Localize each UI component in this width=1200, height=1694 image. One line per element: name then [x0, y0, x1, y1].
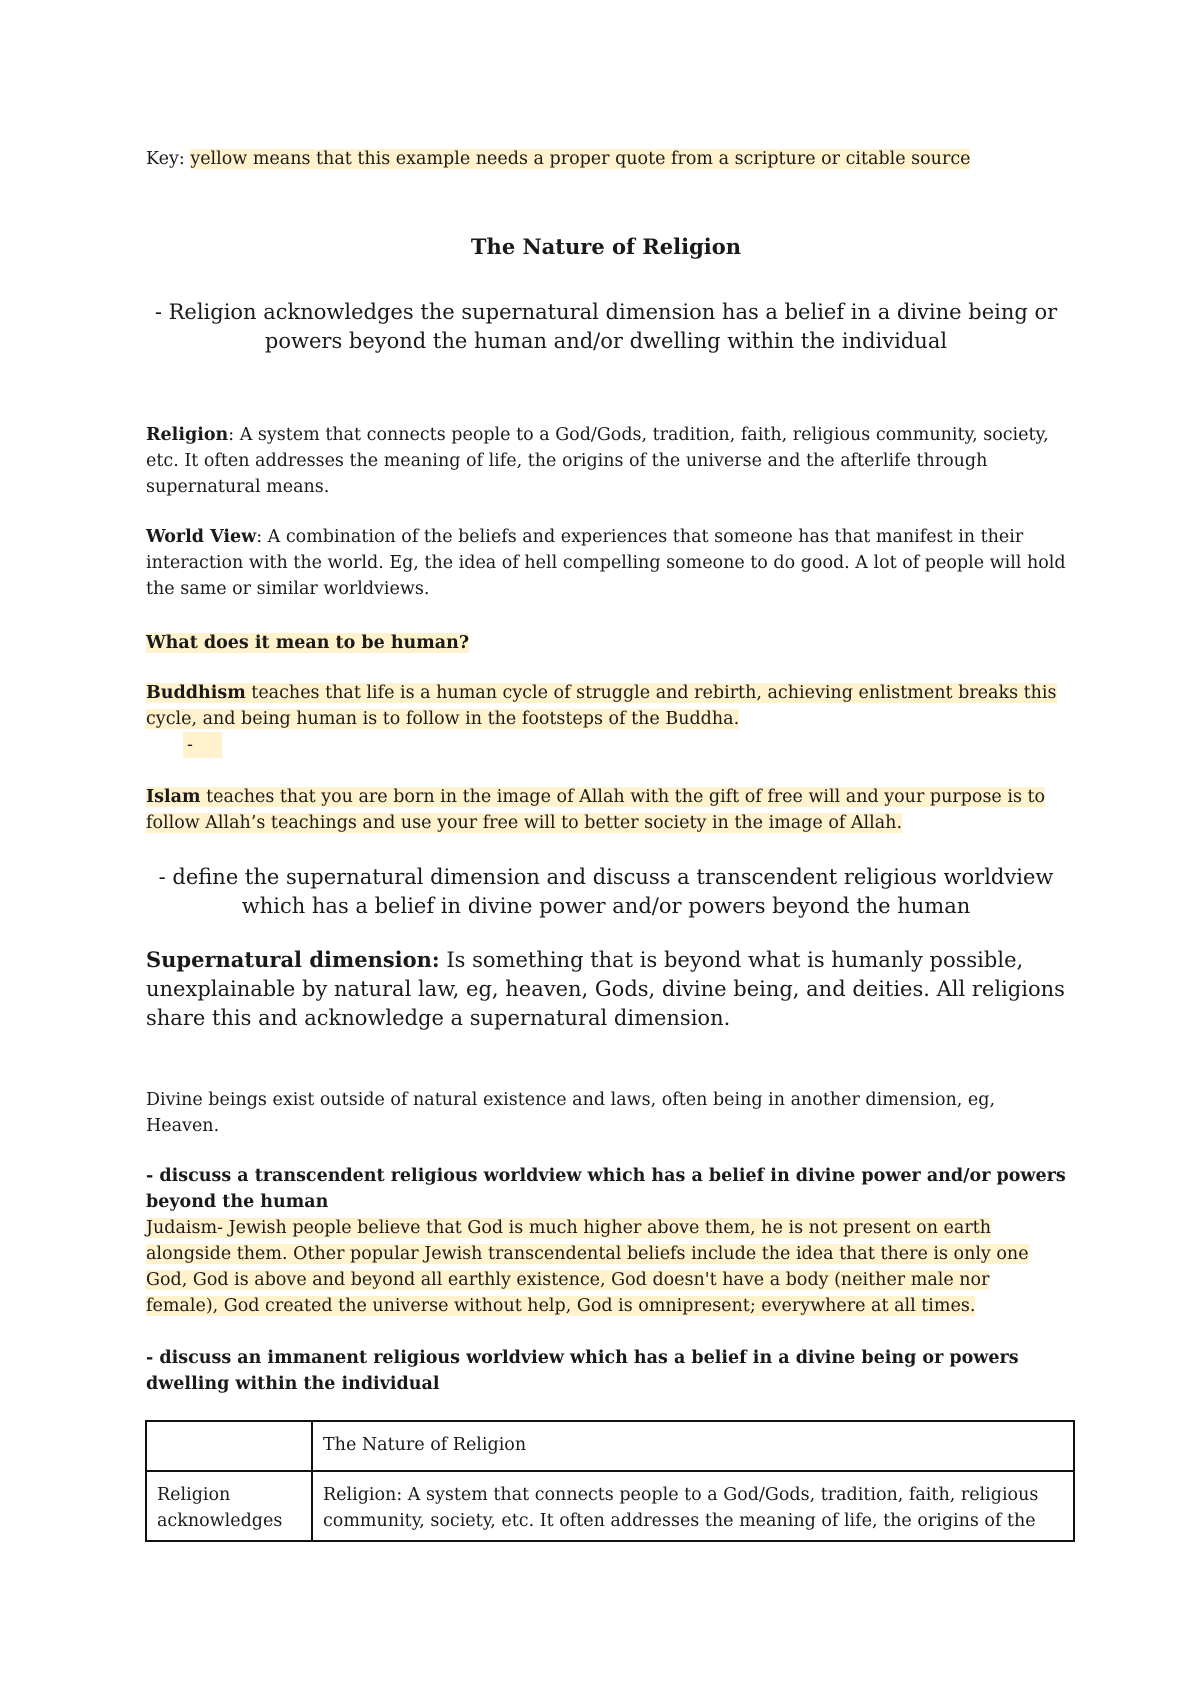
supernatural-outcome: - define the supernatural dimension and discuss a transcendent religious worldview which has a belief in divine power and/or powers beyond the human [158, 865, 1054, 918]
buddhism-term: Buddhism [146, 683, 246, 703]
divine-beings-paragraph: Divine beings exist outside of natural existence and laws, often being in another dimension, eg, Heaven. [146, 1090, 996, 1136]
supernatural-definition [146, 945, 1066, 1033]
worldview-definition [146, 524, 1066, 602]
supernatural-text: Is something that is beyond what is humanly possible, unexplainable by natural law, eg, heaven, Gods, divine being, and deities. All religions share this and acknowledge a supernatural dimension. [146, 948, 1065, 1030]
worldview-term: World View [146, 527, 257, 547]
religion-text: : A system that connects people to a God/Gods, tradition, faith, religious community, society, etc. It often addresses the meaning of life, the origins of the universe and the afterlife through supernatural means. [146, 425, 1049, 497]
religion-term: Religion [146, 425, 229, 445]
transcendent-section [146, 1163, 1066, 1319]
key-label: Key: [146, 149, 191, 169]
table-cell: Religion acknowledges [146, 1471, 312, 1541]
supernatural-term: Supernatural dimension: [146, 947, 440, 972]
islam-term: Islam [146, 787, 201, 807]
list-dash: - [183, 732, 222, 758]
table-row [146, 1421, 1074, 1471]
key-text: yellow means that this example needs a proper quote from a scripture or citable source [190, 149, 971, 169]
nature-of-religion-table [145, 1420, 1075, 1542]
buddhism-text: teaches that life is a human cycle of struggle and rebirth, achieving enlistment breaks this cycle, and being human is to follow in the footsteps of the Buddha. [146, 683, 1057, 729]
page-title: The Nature of Religion [470, 234, 742, 259]
table-row [146, 1471, 1074, 1541]
table-cell [146, 1421, 312, 1471]
immanent-heading-text: - discuss an immanent religious worldview which has a belief in a divine being or powers dwelling within the individual [146, 1348, 1019, 1394]
islam-paragraph [146, 784, 1066, 836]
table-header-cell: The Nature of Religion [312, 1421, 1074, 1471]
question-human [146, 630, 1066, 656]
intro-outcome: - Religion acknowledges the supernatural dimension has a belief in a divine being or powers beyond the human and/or dwelling within the individual [154, 300, 1058, 353]
immanent-heading [146, 1345, 1066, 1397]
transcendent-heading: - discuss a transcendent religious worldview which has a belief in divine power and/or powers beyond the human [146, 1166, 1066, 1212]
question-human-text: What does it mean to be human? [146, 633, 470, 653]
islam-text: teaches that you are born in the image of Allah with the gift of free will and your purpose is to follow Allah’s teachings and use your free will to better society in the image of Allah. [146, 787, 1046, 833]
table-cell: Religion: A system that connects people to a God/Gods, tradition, faith, religious community, society, etc. It often addresses the meaning of life, the origins of the [312, 1471, 1074, 1541]
worldview-text: : A combination of the beliefs and experiences that someone has that manifest in their interaction with the world. Eg, the idea of hell compelling someone to do good. A lot of people will hold the same or similar worldviews. [146, 527, 1066, 599]
highlight-key [146, 146, 1066, 172]
religion-definition [146, 422, 1066, 500]
judaism-text: Judaism- Jewish people believe that God is much higher above them, he is not present on earth alongside them. Other popular Jewish transcendental beliefs include the idea that there is only one God, God is above and beyond all earthly existence, God doesn't have a body (neither male nor female), God created the universe without help, God is omnipresent; everywhere at all times. [146, 1218, 1029, 1316]
buddhism-paragraph [146, 680, 1066, 732]
